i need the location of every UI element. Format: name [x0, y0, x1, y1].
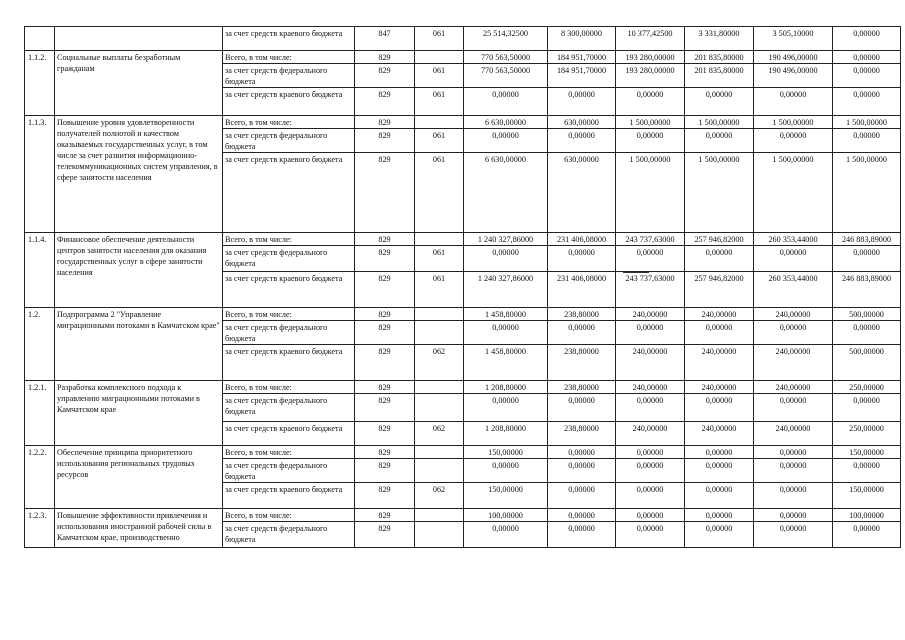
year-cell: 1 500,00000 [754, 153, 833, 233]
index-cell: 1.1.3. [25, 116, 55, 233]
index-cell: 1.2.3. [25, 509, 55, 548]
year-cell: 0,00000 [685, 509, 754, 522]
year-cell: 0,00000 [616, 483, 685, 509]
code-cell [415, 51, 464, 64]
year-cell: 0,00000 [616, 446, 685, 459]
year-cell: 0,00000 [754, 394, 833, 422]
code-cell: 061 [415, 272, 464, 308]
year-cell: 0,00000 [754, 246, 833, 272]
total-cell: 1 208,80000 [464, 381, 548, 394]
year-cell: 500,00000 [833, 345, 901, 381]
year-cell: 0,00000 [833, 321, 901, 345]
year-cell: 240,00000 [616, 308, 685, 321]
code-cell: 062 [415, 422, 464, 446]
year-cell: 238,80000 [548, 422, 616, 446]
total-cell: 1 240 327,86000 [464, 272, 548, 308]
year-cell: 0,00000 [616, 246, 685, 272]
total-cell: 0,00000 [464, 522, 548, 548]
year-cell: 190 496,00000 [754, 51, 833, 64]
year-cell: 184 951,70000 [548, 64, 616, 88]
year-cell: 260 353,44000 [754, 272, 833, 308]
total-cell: 6 630,00000 [464, 153, 548, 233]
source-cell: Всего, в том числе: [223, 308, 355, 321]
grbs-cell: 829 [355, 321, 415, 345]
scan-mark [623, 272, 649, 273]
grbs-cell: 829 [355, 88, 415, 116]
total-cell: 770 563,50000 [464, 64, 548, 88]
table-row [25, 308, 901, 321]
year-cell: 240,00000 [685, 381, 754, 394]
grbs-cell: 829 [355, 116, 415, 129]
grbs-cell: 829 [355, 459, 415, 483]
year-cell: 240,00000 [754, 422, 833, 446]
source-cell: за счет средств краевого бюджета [223, 27, 355, 51]
year-cell: 0,00000 [833, 51, 901, 64]
year-cell: 238,80000 [548, 308, 616, 321]
code-cell: 061 [415, 246, 464, 272]
year-cell: 0,00000 [685, 394, 754, 422]
code-cell [415, 394, 464, 422]
year-cell: 0,00000 [616, 509, 685, 522]
index-cell: 1.2.2. [25, 446, 55, 509]
year-cell: 0,00000 [548, 88, 616, 116]
code-cell [415, 509, 464, 522]
name-cell: Повышение уровня удовлетворенности получателей полнотой и качеством оказываемых государственных услуг, в том числе за счет развития информационно-телекоммуникационных систем управления, в сфере занятости населения [55, 116, 223, 233]
source-cell: за счет средств федерального бюджета [223, 522, 355, 548]
source-cell: за счет средств федерального бюджета [223, 64, 355, 88]
year-cell: 0,00000 [833, 394, 901, 422]
year-cell: 0,00000 [754, 522, 833, 548]
year-cell: 0,00000 [548, 321, 616, 345]
year-cell: 0,00000 [548, 509, 616, 522]
name-cell: Повышение эффективности привлечения и использования иностранной рабочей силы в Камчатском крае, производственно [55, 509, 223, 548]
grbs-cell: 829 [355, 246, 415, 272]
year-cell: 0,00000 [833, 64, 901, 88]
year-cell: 193 280,00000 [616, 51, 685, 64]
year-cell: 0,00000 [685, 129, 754, 153]
source-cell: за счет средств краевого бюджета [223, 483, 355, 509]
year-cell: 201 835,80000 [685, 51, 754, 64]
source-cell: за счет средств федерального бюджета [223, 321, 355, 345]
year-cell: 0,00000 [685, 88, 754, 116]
year-cell: 100,00000 [833, 509, 901, 522]
year-cell: 500,00000 [833, 308, 901, 321]
year-cell: 630,00000 [548, 116, 616, 129]
index-cell: 1.1.4. [25, 233, 55, 308]
source-cell: Всего, в том числе: [223, 509, 355, 522]
year-cell: 238,80000 [548, 381, 616, 394]
source-cell: за счет средств федерального бюджета [223, 246, 355, 272]
grbs-cell: 829 [355, 394, 415, 422]
year-cell: 0,00000 [685, 522, 754, 548]
year-cell: 0,00000 [754, 321, 833, 345]
grbs-cell: 829 [355, 129, 415, 153]
year-cell: 250,00000 [833, 381, 901, 394]
year-cell: 1 500,00000 [616, 153, 685, 233]
year-cell: 0,00000 [685, 246, 754, 272]
year-cell: 0,00000 [685, 459, 754, 483]
year-cell: 193 280,00000 [616, 64, 685, 88]
year-cell: 257 946,82000 [685, 233, 754, 246]
total-cell: 100,00000 [464, 509, 548, 522]
code-cell: 061 [415, 88, 464, 116]
grbs-cell: 847 [355, 27, 415, 51]
year-cell: 250,00000 [833, 422, 901, 446]
year-cell: 0,00000 [616, 394, 685, 422]
year-cell: 240,00000 [616, 345, 685, 381]
year-cell: 260 353,44000 [754, 233, 833, 246]
code-cell [415, 116, 464, 129]
source-cell: за счет средств федерального бюджета [223, 394, 355, 422]
year-cell: 0,00000 [616, 522, 685, 548]
grbs-cell: 829 [355, 522, 415, 548]
year-cell: 240,00000 [754, 381, 833, 394]
year-cell: 0,00000 [754, 446, 833, 459]
total-cell: 1 458,80000 [464, 308, 548, 321]
source-cell: за счет средств краевого бюджета [223, 422, 355, 446]
year-cell: 0,00000 [833, 88, 901, 116]
source-cell: за счет средств краевого бюджета [223, 88, 355, 116]
grbs-cell: 829 [355, 483, 415, 509]
year-cell: 0,00000 [616, 321, 685, 345]
table-row [25, 233, 901, 246]
grbs-cell: 829 [355, 509, 415, 522]
year-cell: 150,00000 [833, 483, 901, 509]
year-cell: 0,00000 [754, 129, 833, 153]
name-cell: Подпрограмма 2 "Управление миграционными потоками в Камчатском крае" [55, 308, 223, 381]
year-cell: 240,00000 [754, 345, 833, 381]
budget-table [24, 26, 901, 548]
total-cell: 1 208,80000 [464, 422, 548, 446]
year-cell: 246 883,89000 [833, 233, 901, 246]
year-cell: 0,00000 [754, 509, 833, 522]
year-cell: 0,00000 [685, 483, 754, 509]
year-cell: 240,00000 [685, 422, 754, 446]
year-cell: 0,00000 [833, 129, 901, 153]
year-cell: 0,00000 [548, 459, 616, 483]
total-cell: 0,00000 [464, 88, 548, 116]
name-cell: Обеспечение принципа приоритетного использования региональных трудовых ресурсов [55, 446, 223, 509]
grbs-cell: 829 [355, 308, 415, 321]
grbs-cell: 829 [355, 381, 415, 394]
total-cell: 0,00000 [464, 459, 548, 483]
source-cell: Всего, в том числе: [223, 381, 355, 394]
source-cell: за счет средств федерального бюджета [223, 459, 355, 483]
code-cell: 061 [415, 64, 464, 88]
year-cell: 630,00000 [548, 153, 616, 233]
grbs-cell: 829 [355, 64, 415, 88]
code-cell: 061 [415, 129, 464, 153]
grbs-cell: 829 [355, 422, 415, 446]
source-cell: Всего, в том числе: [223, 446, 355, 459]
grbs-cell: 829 [355, 153, 415, 233]
total-cell: 0,00000 [464, 246, 548, 272]
year-cell: 243 737,63000 [616, 272, 685, 308]
name-cell: Разработка комплексного подхода к управлению миграционными потоками в Камчатском крае [55, 381, 223, 446]
index-cell: 1.2. [25, 308, 55, 381]
year-cell: 231 406,08000 [548, 272, 616, 308]
year-cell: 0,00000 [548, 446, 616, 459]
year-cell: 240,00000 [685, 308, 754, 321]
year-cell: 0,00000 [616, 459, 685, 483]
year-cell: 0,00000 [754, 483, 833, 509]
year-cell: 240,00000 [685, 345, 754, 381]
index-cell: 1.2.1. [25, 381, 55, 446]
index-cell [25, 27, 55, 51]
year-cell: 240,00000 [616, 422, 685, 446]
year-cell: 10 377,42500 [616, 27, 685, 51]
table-row [25, 446, 901, 459]
total-cell: 150,00000 [464, 483, 548, 509]
code-cell: 062 [415, 345, 464, 381]
year-cell: 0,00000 [754, 459, 833, 483]
source-cell: за счет средств краевого бюджета [223, 153, 355, 233]
year-cell: 246 883,89000 [833, 272, 901, 308]
year-cell: 190 496,00000 [754, 64, 833, 88]
year-cell: 0,00000 [548, 246, 616, 272]
code-cell [415, 381, 464, 394]
year-cell: 1 500,00000 [685, 116, 754, 129]
total-cell: 1 240 327,86000 [464, 233, 548, 246]
table-row [25, 116, 901, 129]
table-row [25, 27, 901, 51]
name-cell: Финансовое обеспечение деятельности центров занятости населения для оказания государственных услуг в сфере занятости населения [55, 233, 223, 308]
year-cell: 1 500,00000 [754, 116, 833, 129]
year-cell: 1 500,00000 [616, 116, 685, 129]
total-cell: 25 514,32500 [464, 27, 548, 51]
year-cell: 0,00000 [833, 459, 901, 483]
year-cell: 0,00000 [833, 246, 901, 272]
year-cell: 0,00000 [616, 88, 685, 116]
grbs-cell: 829 [355, 272, 415, 308]
code-cell [415, 233, 464, 246]
year-cell: 0,00000 [833, 27, 901, 51]
year-cell: 257 946,82000 [685, 272, 754, 308]
year-cell: 1 500,00000 [833, 153, 901, 233]
year-cell: 240,00000 [616, 381, 685, 394]
grbs-cell: 829 [355, 446, 415, 459]
grbs-cell: 829 [355, 51, 415, 64]
code-cell [415, 308, 464, 321]
code-cell: 061 [415, 27, 464, 51]
year-cell: 0,00000 [548, 394, 616, 422]
grbs-cell: 829 [355, 345, 415, 381]
code-cell [415, 321, 464, 345]
total-cell: 1 458,80000 [464, 345, 548, 381]
source-cell: Всего, в том числе: [223, 233, 355, 246]
table-row [25, 381, 901, 394]
year-cell: 0,00000 [616, 129, 685, 153]
year-cell: 231 406,08000 [548, 233, 616, 246]
source-cell: Всего, в том числе: [223, 116, 355, 129]
year-cell: 0,00000 [685, 446, 754, 459]
total-cell: 770 563,50000 [464, 51, 548, 64]
code-cell [415, 522, 464, 548]
total-cell: 0,00000 [464, 321, 548, 345]
year-cell: 243 737,63000 [616, 233, 685, 246]
year-cell: 0,00000 [548, 483, 616, 509]
code-cell [415, 446, 464, 459]
year-cell: 0,00000 [548, 522, 616, 548]
code-cell [415, 459, 464, 483]
year-cell: 184 951,70000 [548, 51, 616, 64]
source-cell: за счет средств краевого бюджета [223, 345, 355, 381]
name-cell: Социальные выплаты безработным гражданам [55, 51, 223, 116]
total-cell: 0,00000 [464, 394, 548, 422]
total-cell: 150,00000 [464, 446, 548, 459]
year-cell: 238,80000 [548, 345, 616, 381]
source-cell: за счет средств федерального бюджета [223, 129, 355, 153]
year-cell: 0,00000 [685, 321, 754, 345]
year-cell: 0,00000 [754, 88, 833, 116]
year-cell: 201 835,80000 [685, 64, 754, 88]
year-cell: 1 500,00000 [685, 153, 754, 233]
table-row [25, 509, 901, 522]
table-row [25, 51, 901, 64]
year-cell: 0,00000 [833, 522, 901, 548]
year-cell: 8 300,00000 [548, 27, 616, 51]
year-cell: 1 500,00000 [833, 116, 901, 129]
code-cell: 062 [415, 483, 464, 509]
year-cell: 3 331,80000 [685, 27, 754, 51]
grbs-cell: 829 [355, 233, 415, 246]
name-cell [55, 27, 223, 51]
total-cell: 0,00000 [464, 129, 548, 153]
year-cell: 150,00000 [833, 446, 901, 459]
year-cell: 240,00000 [754, 308, 833, 321]
total-cell: 6 630,00000 [464, 116, 548, 129]
index-cell: 1.1.2. [25, 51, 55, 116]
code-cell: 061 [415, 153, 464, 233]
source-cell: за счет средств краевого бюджета [223, 272, 355, 308]
source-cell: Всего, в том числе: [223, 51, 355, 64]
year-cell: 3 505,10000 [754, 27, 833, 51]
year-cell: 0,00000 [548, 129, 616, 153]
